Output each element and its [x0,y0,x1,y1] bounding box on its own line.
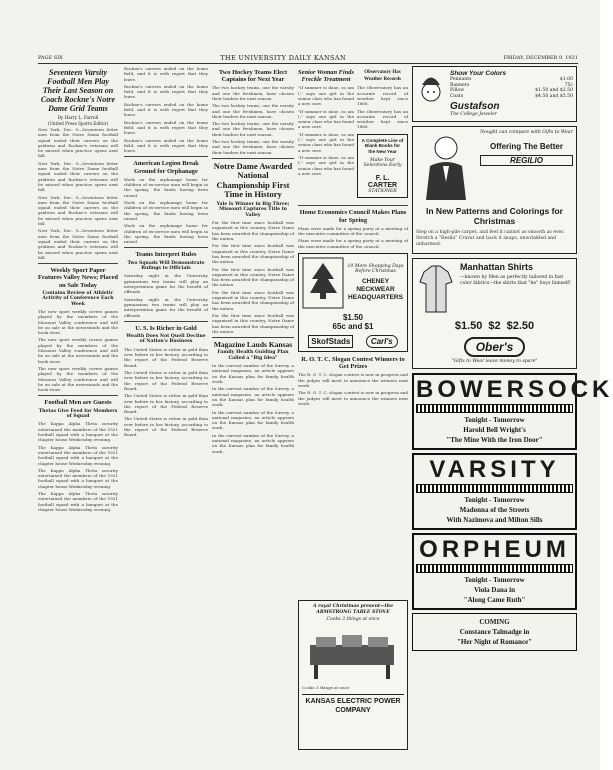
headline-hockey: Two Hockey Teams Elect Captains for Next Year [218,69,288,84]
coming-star: Constance Talmadge in [459,627,530,636]
theatre-name: BOWERSOCK [416,375,613,403]
headline-magazine: Magazine Lauds Kansas [213,340,293,350]
decorative-strip [416,404,573,413]
cheney-title: CHENEY NECKWEAR HEADQUARTERS [348,278,403,302]
article-body-freckle: "If summer is done, so am I," says one girl in the senior class who has found a new cure. [298,85,354,107]
show-colors-item-price: $1.00 [559,77,573,82]
article-body-hockey-cont: The two hockey teams, one the varsity and one the freshmen, have chosen their leaders for next season. [212,103,294,119]
article-body-guests-cont: The Kappa Alpha Theta sorority entertained the members of the 1921 football squad with a banquet at the chapter house Wednesday evening. [38,444,118,466]
headline-legion: American Legion Break Ground for Orphanage [133,160,199,175]
headline-gold: U. S. Is Richer in Gold [135,324,197,332]
theatre-feature-title: With Nazimova and Milton Sills [446,515,543,524]
regilio-body: Step on a high-pile carpet, and feel it cannot as smooth as ever. Stretch a "Reslio" Cravat and back it snaps, unwrinkled and unharmed. [416,229,565,247]
price-2: $2 [488,319,501,332]
show-colors-item-price: $4.50 and $5.50 [535,93,573,99]
article-body-guests: The Kappa Alpha Theta sorority entertained the members of the 1921 football squad with a banquet at the chapter house Wednesday evening. [38,421,118,443]
article-body-nd-cont-4: For the first time since football was organized in this country, Notre Dame has been awarded the championship of the nation. [212,312,294,334]
headline-notre-dame: Notre Dame Awarded National Championship First Time in History [213,160,293,200]
shirt-icon [416,262,456,316]
deck-notre-dame: Yale Is Winner in Big Three; Missouri Captures Title in Valley [216,201,290,218]
theatre-name: ORPHEUM [419,535,570,563]
article-body-observatory-cont: The Observatory has an accurate record of weather kept since 1868. [357,108,408,130]
divider [124,156,208,157]
theatre-feature-title: "The Mine With the Iron Door" [446,435,543,444]
gustafson-sub: The College Jeweler [450,112,497,118]
article-body-hockey: The two hockey teams, one the varsity and one the freshmen, have chosen their leaders for next season. [212,85,294,101]
coming-attraction [412,613,577,651]
armstrong-title: A royal Christmas present—the ARMSTRONG TABLE STOVE [312,604,394,615]
show-colors-item-label: Banners [450,82,470,88]
divider [298,205,408,206]
article-body-gold-cont: The United States is richer in gold than ever before in her history, according to the report of the Federal Reserve Board. [124,370,208,391]
decorative-strip [416,564,573,573]
column-1 [38,66,118,756]
headline-observatory: Observatory Has Weather Records [364,70,401,83]
regilio-brand: REGILIO [480,155,573,166]
article-body-mag-cont-2: In the current number of the Survey, a national magazine, an article appears on the Kansas plan for family health work. [212,409,294,431]
price-1: $1.50 [454,319,483,332]
article-body-hockey-cont-3: The two hockey teams, one the varsity and one the freshmen, have chosen their leaders for next season. [212,139,294,155]
deck-gold: Wealth Does Not Quell Decline of Nation's Business [126,334,206,345]
headline-football-guests: Football Men are Guests [44,399,112,407]
article-body-freckle-cont: "If summer is done, so am I," says one girl in the senior class who has found a new cure. [298,108,354,130]
divider [38,395,118,396]
article-body-guests-cont-2: The Kappa Alpha Theta sorority entertained the members of the 1921 football squad with a banquet at the chapter house Wednesday evening. [38,467,118,489]
divider [212,337,294,338]
table-stove-illustration [302,625,402,685]
cheney-price-1: $1.50 [342,312,364,322]
obers-tagline: "Gifts to Wear leave money to spare" [451,358,538,364]
cheney-price-2: 65c and $1 [332,321,374,331]
theatre-listings [412,373,613,610]
article-body-nd: For the first time since football was organized in this country, Notre Dame has been awarded the championship of the nation. [212,220,294,242]
regilio-ad [412,126,577,254]
masthead [38,53,578,64]
paper-title: THE UNIVERSITY DAILY KANSAN [220,54,347,62]
article-body-rotc-cont: The R. O. T. C. slogan contest is now in progress and the judges will meet to announce the winners next week. [298,390,408,406]
article-body-gold-cont-3: The United States is richer in gold than ever before in her history, according to the report of the Federal Reserve Board. [124,416,208,438]
theatre-feature-title: "Along Came Ruth" [463,595,526,604]
article-body-gold-cont-2: The United States is richer in gold than ever before in her history, according to the report of the Federal Reserve Board. [124,393,208,415]
armstrong-sub: Cooks 3 things at once [326,617,380,623]
article-body-cont: New York, Dec. 9—Seventeen letter men from the Notre Dame football squad ended their careers on the gridiron and Rockne's veterans will be missed when practice opens next fall. [38,160,118,193]
shopping-days: 10 More Shopping Days Before Christmas [347,263,404,275]
armstrong-body: Cooks 3 things at once [302,684,350,690]
kansas-electric-ad [298,600,408,750]
article-body-cont-4: Rockne's careers ended on the home field, and it is with regret that they leave. [124,137,208,154]
byline-sub: (United Press Sports Editor) [47,121,109,126]
article-body-cont-2: Rockne's careers ended on the home field, and it is with regret that they leave. [124,101,208,118]
cheney-neckwear-ad [298,253,408,352]
headline-teams-rules: Teams Interpret Rules [135,251,197,259]
headline-freckle: Senior Woman Finds Freckle Treatment [298,69,354,84]
christmas-tree-icon [302,257,344,309]
article-body-home-econ: Plans were made for a spring party at a meeting of the executive committee of the council. [298,225,408,237]
manhattan-ad [412,258,577,369]
theatre-feature: Madonna of the Streets [459,505,530,514]
coming-title: "Her Night of Romance" [456,637,533,646]
divider [124,321,208,322]
article-body-mag-cont: In the current number of the Survey, a national magazine, an article appears on the Kansas plan for family health work. [212,386,294,408]
carter-sub: STATIONER [368,188,397,194]
price-row [416,320,573,332]
gustafson-ad [412,66,577,122]
theatre-varsity [412,453,577,530]
theatre-orpheum [412,533,577,610]
price-3: $2.50 [506,319,535,332]
manhattan-title: Manhattan Shirts [460,261,534,272]
article-body-sport-cont: The new sport weekly covers games played by the members of the Missouri Valley conference and will be on sale at the newsstands and the book store. [38,337,118,364]
show-colors-item-label: Coats [450,93,464,99]
article-body-legion: Work on the orphanage home for children of ex-service men will begin in the spring, the funds having been raised. [124,176,208,198]
freckle-article [298,66,354,202]
theatre-feature: Harold Bell Wright's [463,425,526,434]
theatre-schedule: Tonight - Tomorrow [464,575,525,584]
kansas-electric-name: KANSAS ELECTRIC POWER COMPANY [302,694,404,715]
headline-rotc: R. O. T. C. Slogan Contest Winners to Get Prizes [301,355,405,371]
article-body: Rockne's careers ended on the home field, and it is with regret that they leave. [124,66,208,82]
headline-football-men: Seventeen Varsity Football Men Play Their Last Season on Coach Rockne's Notre Dame Grid Teams [40,68,116,113]
article-body-legion-cont: Work on the orphanage home for children of ex-service men will begin in the spring, the funds having been raised. [124,200,208,221]
article-body-home-econ-cont: Plans were made for a spring party at a meeting of the executive committee of the council. [298,238,408,249]
article-body-gold: The United States is richer in gold than ever before in her history, according to the report of the Federal Reserve Board. [124,346,208,368]
deck-football-guests: Thetas Give Feed for Members of Squad [38,408,118,420]
coming-label: COMING [479,617,510,626]
show-colors-item-label: Pillow [450,88,465,94]
decorative-strip [416,484,573,493]
article-body-rules: Saturday night at the University gymnasium two teams will play an interpretation game for the benefit of officials. [124,273,208,295]
article-body-cont: Rockne's careers ended on the home field, and it is with regret that they leave. [124,83,208,100]
blank-books-title: A Complete Line of Blank Books for the New Year [361,137,404,154]
column-3 [212,66,294,756]
article-body-guests-cont-3: The Kappa Alpha Theta sorority entertained the members of the 1921 football squad with a banquet at the chapter house Wednesday evening. [38,490,118,512]
divider [124,247,208,248]
divider [38,263,118,264]
headline-home-econ: Home Economics Council Makes Plans for Spring [299,209,407,224]
regilio-offer: Offering The Better [490,141,563,151]
article-body-sport: The new sport weekly covers games played by the members of the Missouri Valley conference and will be on sale at the newsstands and the book store. [38,308,118,336]
article-body-hockey-cont-2: The two hockey teams, one the varsity and one the freshmen, have chosen their leaders for next season. [212,121,294,137]
article-body-freckle-cont-3: "If summer is done, so am I," says one girl in the senior class who has found a new cure. [298,154,354,176]
theatre-bowersock [412,373,613,450]
skofstads-logo: SkofStads [308,335,353,348]
gentleman-portrait-icon [416,130,476,202]
right-subcolumn [357,66,408,202]
date: FRIDAY, DECEMBER 9, 1921 [503,55,578,61]
show-colors-item [450,94,573,100]
deck-sport-paper: Contains Review of Athletic Activity of Conference Each Week [42,290,114,307]
carter-name: F. L. CARTER [367,174,398,189]
article-body-cont-3: Rockne's careers ended on the home field, and it is with regret that they leave. [124,119,208,136]
manhattan-body: —known by Men as perfectly tailored in fast color fabrics—the shirts that "he" buys himself! [460,274,571,286]
gustafson-name: Gustafson [450,101,500,113]
article-body-nd-cont-3: For the first time since football was organized in this country, Notre Dame has been awarded the championship of the nation. [212,289,294,311]
article-body-mag-cont-3: In the current number of the Survey, a national magazine, an article appears on the Kansas plan for family health work. [212,432,294,454]
article-body-mag: In the current number of the Survey, a national magazine, an article appears on the Kansas plan for family health work. [212,363,294,385]
article-body-rules-cont: Saturday night at the University gymnasium two teams will play an interpretation game for the benefit of officials. [124,296,208,318]
theatre-schedule: Tonight - Tomorrow [464,495,525,504]
obers-logo: Ober's [464,337,526,357]
show-colors-list [450,77,573,99]
show-colors-title: Show Your Colors [450,70,506,77]
blank-books-ad [357,134,408,199]
regilio-head: Nought can compare with Gifts to Wear [480,129,573,135]
carls-logo: Carl's [366,335,398,348]
article-body-cont-2: New York, Dec. 9—Seventeen letter men from the Notre Dame football squad ended their careers on the gridiron and Rockne's veterans will be missed when practice opens next fall. [38,194,118,227]
column-2 [124,66,208,756]
article-body-nd-cont-2: For the first time since football was organized in this country, Notre Dame has been awarded the championship of the nation. [212,266,294,288]
byline: By Harry L. Farrell [57,115,99,120]
theatre-name: VARSITY [429,455,560,483]
page-number: PAGE SIX [38,55,63,61]
show-colors-item-price: 75c [564,82,573,88]
column-5 [412,66,613,756]
deck-magazine: Family Health Guiding Plan Called a "Big Idea" [217,350,289,361]
article-body: New York, Dec. 9—Seventeen letter men from the Notre Dame football squad ended their careers on the gridiron and Rockne's veterans will be missed when practice opens next fall. [38,127,118,159]
article-body-rotc: The R. O. T. C. slogan contest is now in progress and the judges will meet to announce the winners next week. [298,372,408,388]
deck-teams-rules: Two Squads Will Demonstrate Rulings to Officials [127,260,205,272]
show-colors-item-price: $1.50 and $2.50 [535,88,573,94]
regilio-title: In New Patterns and Colorings for Christmas [426,205,563,226]
article-body-sport-cont-2: The new sport weekly covers games played by the members of the Missouri Valley conference and will be on sale at the newsstands and the book store. [38,365,118,393]
headline-sport-paper: Weekly Sport Paper Features Valley News; Placed on Sale Today [38,267,118,289]
theatre-schedule: Tonight - Tomorrow [464,415,525,424]
show-colors-item-label: Pennants [450,77,472,82]
divider [212,158,294,159]
article-body-nd-cont: For the first time since football was organized in this country, Notre Dame has been awarded the championship of the nation. [212,243,294,265]
article-body-observatory: The Observatory has an accurate record of weather kept since 1868. [357,85,408,107]
article-body-cont-3: New York, Dec. 9—Seventeen letter men from the Notre Dame football squad ended their careers on the gridiron and Rockne's veterans will be missed when practice opens next fall. [38,228,118,260]
article-body-legion-cont-2: Work on the orphanage home for children of ex-service men will begin in the spring, the funds having been raised. [124,223,208,245]
theatre-feature: Viola Dana in [474,585,515,594]
jester-icon [416,70,446,110]
blank-books-sub: Make Your Selections Early [363,157,402,169]
article-body-freckle-cont-2: "If summer is done, so am I," says one girl in the senior class who has found a new cure. [298,131,354,153]
